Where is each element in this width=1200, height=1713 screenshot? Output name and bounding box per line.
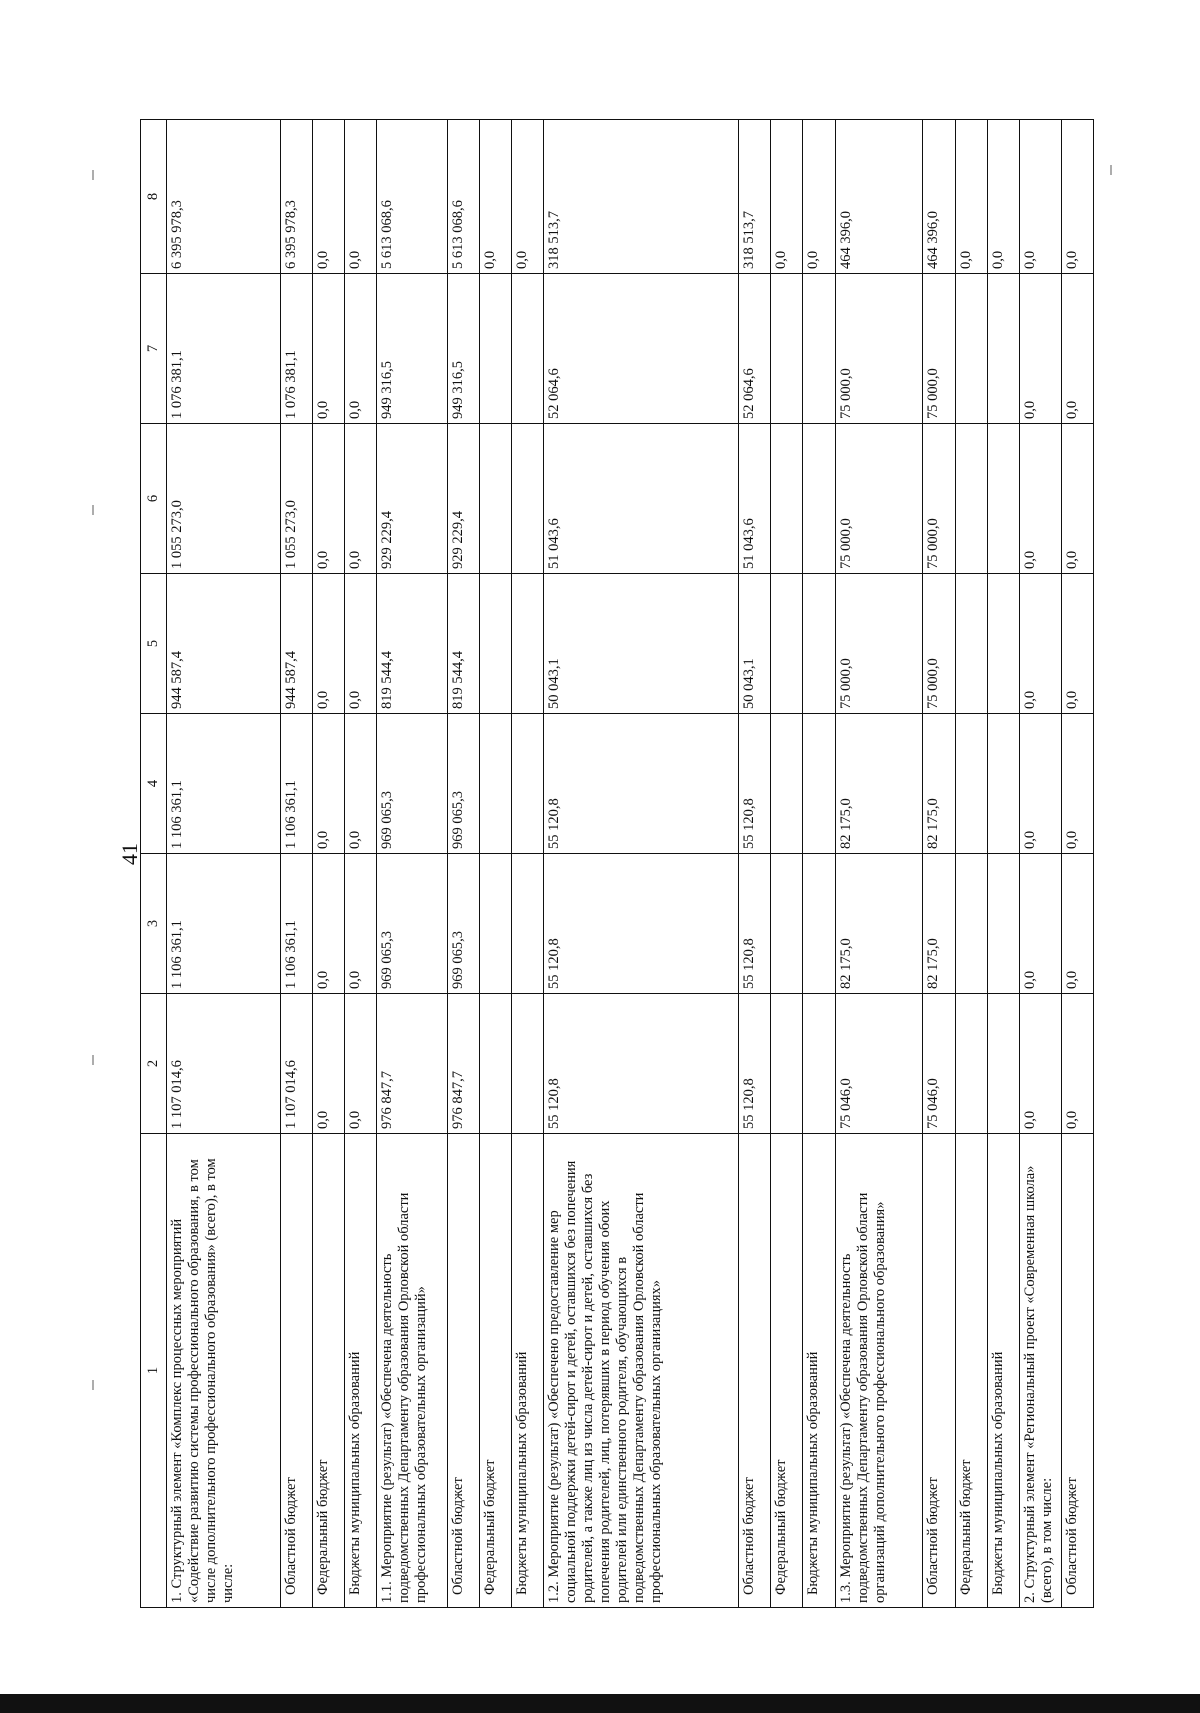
- cell-value: [987, 574, 1019, 714]
- cell-value: 0,0: [512, 120, 544, 274]
- cell-value: 1 076 381,1: [167, 274, 281, 424]
- row-label: Федеральный бюджет: [771, 1134, 803, 1608]
- cell-value: 0,0: [803, 120, 835, 274]
- cell-value: 5 613 068,6: [447, 120, 479, 274]
- cell-value: [987, 994, 1019, 1134]
- table-row: [544, 120, 739, 1608]
- cell-value: 82 175,0: [923, 854, 955, 994]
- cell-value: 0,0: [344, 574, 376, 714]
- row-label: 1.1. Мероприятие (результат) «Обеспечена деятельность подведомственных Департаменту образования Орловской области профессиональных образовательных организаций»: [377, 1134, 448, 1608]
- cell-value: 6 395 978,3: [280, 120, 312, 274]
- row-label: 1.3. Мероприятие (результат) «Обеспечена деятельность подведомственных Департаменту образования Орловской области организаций дополнительного профессионального образования»: [835, 1134, 923, 1608]
- cell-value: 6 395 978,3: [167, 120, 281, 274]
- table-row: [512, 120, 544, 1608]
- row-label: Бюджеты муниципальных образований: [344, 1134, 376, 1608]
- cell-value: [512, 274, 544, 424]
- cell-value: 0,0: [1019, 120, 1061, 274]
- row-label: Федеральный бюджет: [312, 1134, 344, 1608]
- cell-value: 949 316,5: [377, 274, 448, 424]
- cell-value: 0,0: [344, 854, 376, 994]
- table-row: [479, 120, 511, 1608]
- cell-value: [955, 854, 987, 994]
- cell-value: 0,0: [1019, 994, 1061, 1134]
- table-row: [280, 120, 312, 1608]
- table-row: [1019, 120, 1061, 1608]
- cell-value: 464 396,0: [835, 120, 923, 274]
- cell-value: 0,0: [312, 574, 344, 714]
- cell-value: 0,0: [312, 424, 344, 574]
- row-label: Бюджеты муниципальных образований: [987, 1134, 1019, 1608]
- cell-value: 55 120,8: [739, 714, 771, 854]
- cell-value: 0,0: [312, 714, 344, 854]
- cell-value: [987, 854, 1019, 994]
- cell-value: 55 120,8: [544, 714, 739, 854]
- cell-value: 55 120,8: [739, 854, 771, 994]
- cell-value: 0,0: [1019, 274, 1061, 424]
- cell-value: 969 065,3: [447, 714, 479, 854]
- cell-value: [512, 994, 544, 1134]
- cell-value: 0,0: [312, 854, 344, 994]
- row-label: Областной бюджет: [280, 1134, 312, 1608]
- table-row: [447, 120, 479, 1608]
- table-row: [1061, 120, 1093, 1608]
- cell-value: [479, 424, 511, 574]
- column-header: 8: [141, 120, 167, 274]
- cell-value: 969 065,3: [377, 714, 448, 854]
- row-label: Бюджеты муниципальных образований: [803, 1134, 835, 1608]
- cell-value: 51 043,6: [544, 424, 739, 574]
- cell-value: 0,0: [344, 120, 376, 274]
- cell-value: 929 229,4: [377, 424, 448, 574]
- cell-value: 0,0: [344, 274, 376, 424]
- cell-value: [987, 274, 1019, 424]
- column-header: 7: [141, 274, 167, 424]
- cell-value: 0,0: [1061, 994, 1093, 1134]
- cell-value: 1 107 014,6: [280, 994, 312, 1134]
- cell-value: [803, 714, 835, 854]
- cell-value: 0,0: [771, 120, 803, 274]
- cell-value: 75 046,0: [835, 994, 923, 1134]
- cell-value: 0,0: [1061, 854, 1093, 994]
- row-label: 1.2. Мероприятие (результат) «Обеспечено предоставление мер социальной поддержки детей-сирот и детей, оставшихся без попечения родителей, а также лиц из числа детей-сирот и детей, оставшихся без попечения родителей, лиц, потерявших в период обучения обоих родителей или единственного родителя, обучающихся в подведомственных Департаменту образования Орловской области профессиональных образовательных организациях»: [544, 1134, 739, 1608]
- cell-value: 944 587,4: [280, 574, 312, 714]
- cell-value: [479, 854, 511, 994]
- cell-value: [803, 424, 835, 574]
- cell-value: 1 106 361,1: [167, 854, 281, 994]
- cell-value: [479, 994, 511, 1134]
- table-row: [739, 120, 771, 1608]
- cell-value: 318 513,7: [544, 120, 739, 274]
- cell-value: 1 055 273,0: [280, 424, 312, 574]
- table-row: [312, 120, 344, 1608]
- cell-value: 0,0: [1019, 574, 1061, 714]
- rotated-table-container: [140, 120, 1094, 1608]
- row-label: Бюджеты муниципальных образований: [512, 1134, 544, 1608]
- cell-value: 52 064,6: [544, 274, 739, 424]
- cell-value: [771, 714, 803, 854]
- table-row: [835, 120, 923, 1608]
- table-row: [377, 120, 448, 1608]
- cell-value: 55 120,8: [544, 854, 739, 994]
- cell-value: 969 065,3: [377, 854, 448, 994]
- cell-value: 0,0: [1061, 424, 1093, 574]
- cell-value: 318 513,7: [739, 120, 771, 274]
- cell-value: [771, 424, 803, 574]
- table-row: [167, 120, 281, 1608]
- scan-speck: [1110, 165, 1118, 175]
- cell-value: [803, 854, 835, 994]
- cell-value: 976 847,7: [447, 994, 479, 1134]
- cell-value: 82 175,0: [923, 714, 955, 854]
- cell-value: 0,0: [1019, 714, 1061, 854]
- cell-value: 75 000,0: [835, 274, 923, 424]
- row-label: Областной бюджет: [739, 1134, 771, 1608]
- page-number: 41: [117, 843, 142, 865]
- cell-value: [803, 994, 835, 1134]
- cell-value: 0,0: [987, 120, 1019, 274]
- cell-value: 1 106 361,1: [167, 714, 281, 854]
- cell-value: 0,0: [1061, 714, 1093, 854]
- table-row: [955, 120, 987, 1608]
- cell-value: [479, 574, 511, 714]
- cell-value: 0,0: [344, 424, 376, 574]
- cell-value: 55 120,8: [739, 994, 771, 1134]
- cell-value: [955, 274, 987, 424]
- scan-speck: [92, 170, 100, 180]
- column-header: 3: [141, 854, 167, 994]
- cell-value: [955, 574, 987, 714]
- row-label: Областной бюджет: [447, 1134, 479, 1608]
- column-header: 2: [141, 994, 167, 1134]
- cell-value: 0,0: [344, 714, 376, 854]
- cell-value: 0,0: [1019, 424, 1061, 574]
- table-row: [987, 120, 1019, 1608]
- column-header: 5: [141, 574, 167, 714]
- cell-value: [512, 854, 544, 994]
- cell-value: 5 613 068,6: [377, 120, 448, 274]
- cell-value: 0,0: [1061, 574, 1093, 714]
- cell-value: 0,0: [479, 120, 511, 274]
- cell-value: 0,0: [1061, 120, 1093, 274]
- cell-value: 75 000,0: [923, 424, 955, 574]
- cell-value: [955, 714, 987, 854]
- cell-value: [512, 424, 544, 574]
- cell-value: 50 043,1: [544, 574, 739, 714]
- cell-value: [955, 994, 987, 1134]
- row-label: Областной бюджет: [923, 1134, 955, 1608]
- cell-value: [955, 424, 987, 574]
- cell-value: 1 076 381,1: [280, 274, 312, 424]
- cell-value: [771, 854, 803, 994]
- column-header: 4: [141, 714, 167, 854]
- cell-value: 75 000,0: [923, 274, 955, 424]
- cell-value: 464 396,0: [923, 120, 955, 274]
- cell-value: [803, 274, 835, 424]
- cell-value: 976 847,7: [377, 994, 448, 1134]
- scan-speck: [92, 505, 100, 515]
- cell-value: [771, 574, 803, 714]
- cell-value: 1 107 014,6: [167, 994, 281, 1134]
- cell-value: [987, 424, 1019, 574]
- table-body: [167, 120, 1094, 1608]
- table-row: [344, 120, 376, 1608]
- row-label: 1. Структурный элемент «Комплекс процессных мероприятий «Содействие развитию системы профессионального образования, в том числе дополнительного профессионального образования» (всего), в том числе:: [167, 1134, 281, 1608]
- cell-value: 944 587,4: [167, 574, 281, 714]
- cell-value: 50 043,1: [739, 574, 771, 714]
- cell-value: 969 065,3: [447, 854, 479, 994]
- table-row: [923, 120, 955, 1608]
- cell-value: [479, 714, 511, 854]
- cell-value: 75 000,0: [835, 574, 923, 714]
- cell-value: [512, 574, 544, 714]
- cell-value: 0,0: [1061, 274, 1093, 424]
- scan-speck: [92, 1380, 100, 1390]
- cell-value: 75 046,0: [923, 994, 955, 1134]
- cell-value: 55 120,8: [544, 994, 739, 1134]
- cell-value: 949 316,5: [447, 274, 479, 424]
- budget-table: [140, 119, 1094, 1608]
- cell-value: [512, 714, 544, 854]
- cell-value: 75 000,0: [835, 424, 923, 574]
- cell-value: [803, 574, 835, 714]
- cell-value: 819 544,4: [447, 574, 479, 714]
- cell-value: [479, 274, 511, 424]
- cell-value: 82 175,0: [835, 854, 923, 994]
- table-header-row: [141, 120, 167, 1608]
- cell-value: 0,0: [312, 274, 344, 424]
- row-label: 2. Структурный элемент «Региональный проект «Современная школа» (всего), в том числе:: [1019, 1134, 1061, 1608]
- cell-value: [771, 994, 803, 1134]
- row-label: Федеральный бюджет: [479, 1134, 511, 1608]
- cell-value: 0,0: [955, 120, 987, 274]
- table-row: [771, 120, 803, 1608]
- cell-value: 82 175,0: [835, 714, 923, 854]
- cell-value: 1 106 361,1: [280, 854, 312, 994]
- cell-value: [771, 274, 803, 424]
- column-header: 1: [141, 1134, 167, 1608]
- cell-value: 819 544,4: [377, 574, 448, 714]
- table-row: [803, 120, 835, 1608]
- cell-value: 52 064,6: [739, 274, 771, 424]
- row-label: Федеральный бюджет: [955, 1134, 987, 1608]
- cell-value: 0,0: [344, 994, 376, 1134]
- cell-value: 51 043,6: [739, 424, 771, 574]
- cell-value: 929 229,4: [447, 424, 479, 574]
- column-header: 6: [141, 424, 167, 574]
- cell-value: 0,0: [312, 120, 344, 274]
- cell-value: 75 000,0: [923, 574, 955, 714]
- cell-value: 1 106 361,1: [280, 714, 312, 854]
- scan-border: [0, 1694, 1200, 1713]
- cell-value: 1 055 273,0: [167, 424, 281, 574]
- cell-value: 0,0: [312, 994, 344, 1134]
- cell-value: [987, 714, 1019, 854]
- cell-value: 0,0: [1019, 854, 1061, 994]
- row-label: Областной бюджет: [1061, 1134, 1093, 1608]
- scan-speck: [92, 1055, 100, 1065]
